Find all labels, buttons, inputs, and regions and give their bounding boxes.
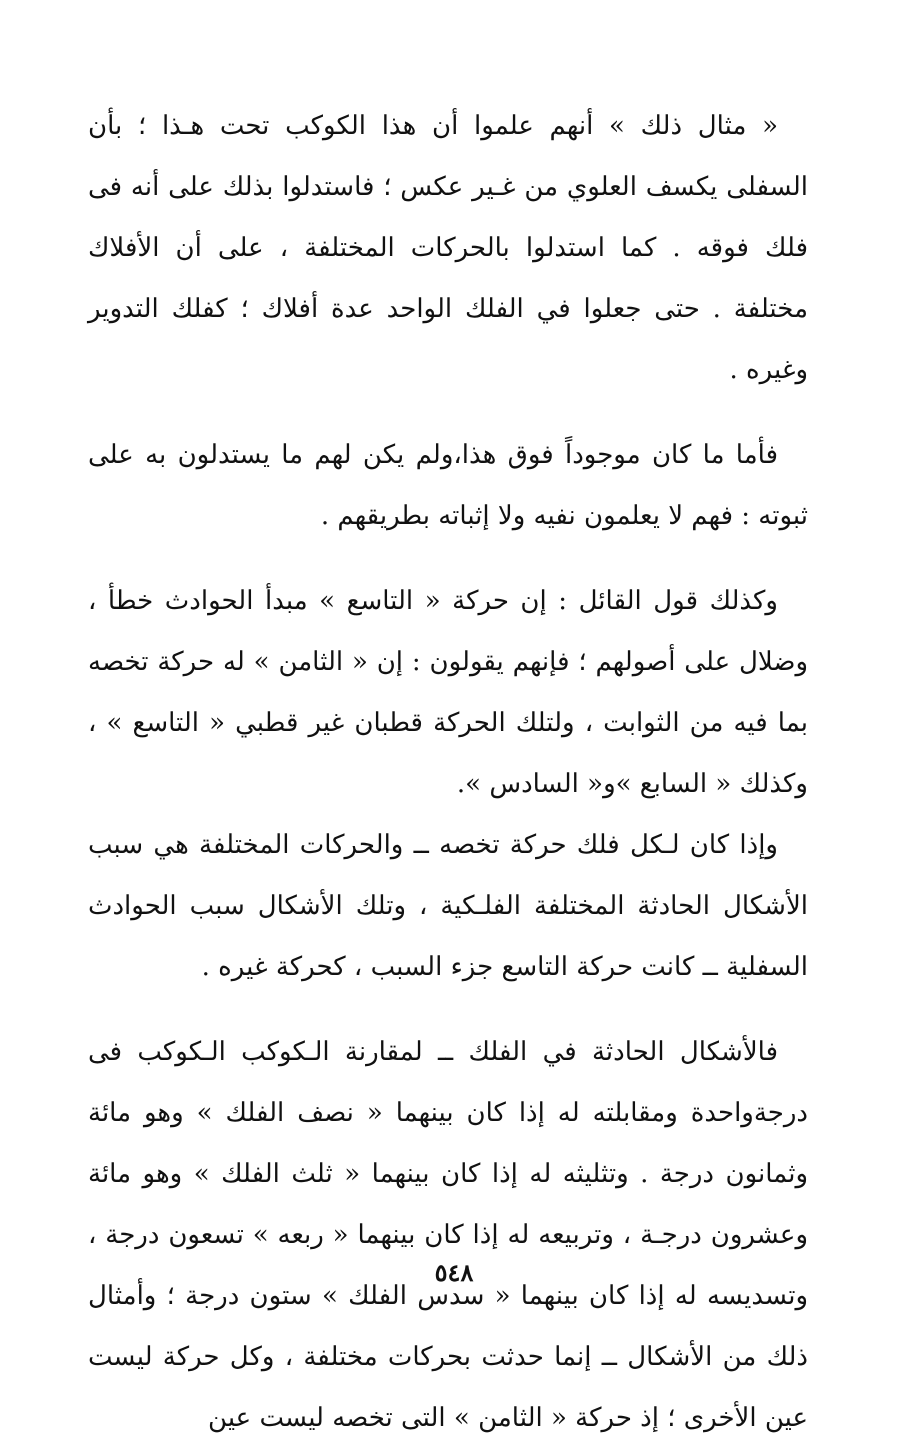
paragraph-2: فأما ما كان موجوداً فوق هذا،ولم يكن لهم ما يستدلون به على ثبوته : فهم لا يعلمون نفيه ولا إثباته بطريقهم . — [88, 440, 808, 531]
paragraph-5: فالأشكال الحادثة في الفلك ــ لمقارنة الـكوكب الـكوكب فى درجةواحدة ومقابلته له إذا كان بينهما « نصف الفلك » وهو مائة وثمانون درجة . وتثليثه له إذا كان بينهما « ثلث الفلك » وهو مائة وعشرون درجـة ، وتربيعه له إذا كان بينهما « ربعه » تسعون درجة ، وتسديسه له إذا كان بينهما « سدس الفلك » ستون درجة ؛ وأمثال ذلك من الأشكال ــ إنما حدثت بحركات مختلفة ، وكل حركة ليست عين الأخرى ؛ إذ حركة « الثامن » التى تخصه ليست عين — [88, 1037, 808, 1433]
page-number: ٥٤٨ — [434, 1258, 474, 1287]
paragraph-4: وإذا كان لـكل فلك حركة تخصه ــ والحركات المختلفة هي سبب الأشكال الحادثة المختلفة الفلـكية ، وتلك الأشكال سبب الحوادث السفلية ــ كانت حركة التاسع جزء السبب ، كحركة غيره . — [88, 830, 808, 982]
paragraph-1: « مثال ذلك » أنهم علموا أن هذا الكوكب تحت هـذا ؛ بأن السفلى يكسف العلوي من غـير عكس ؛ فاستدلوا بذلك على أنه فى فلك فوقه . كما استدلوا بالحركات المختلفة ، على أن الأفلاك مختلفة . حتى جعلوا في الفلك الواحد عدة أفلاك ؛ كفلك التدوير وغيره . — [88, 111, 808, 385]
paragraph-3: وكذلك قول القائل : إن حركة « التاسع » مبدأ الحوادث خطأ ، وضلال على أصولهم ؛ فإنهم يقولون : إن « الثامن » له حركة تخصه بما فيه من الثوابت ، ولتلك الحركة قطبان غير قطبي « التاسع » ، وكذلك « السابع »و« السادس ». — [88, 586, 808, 799]
